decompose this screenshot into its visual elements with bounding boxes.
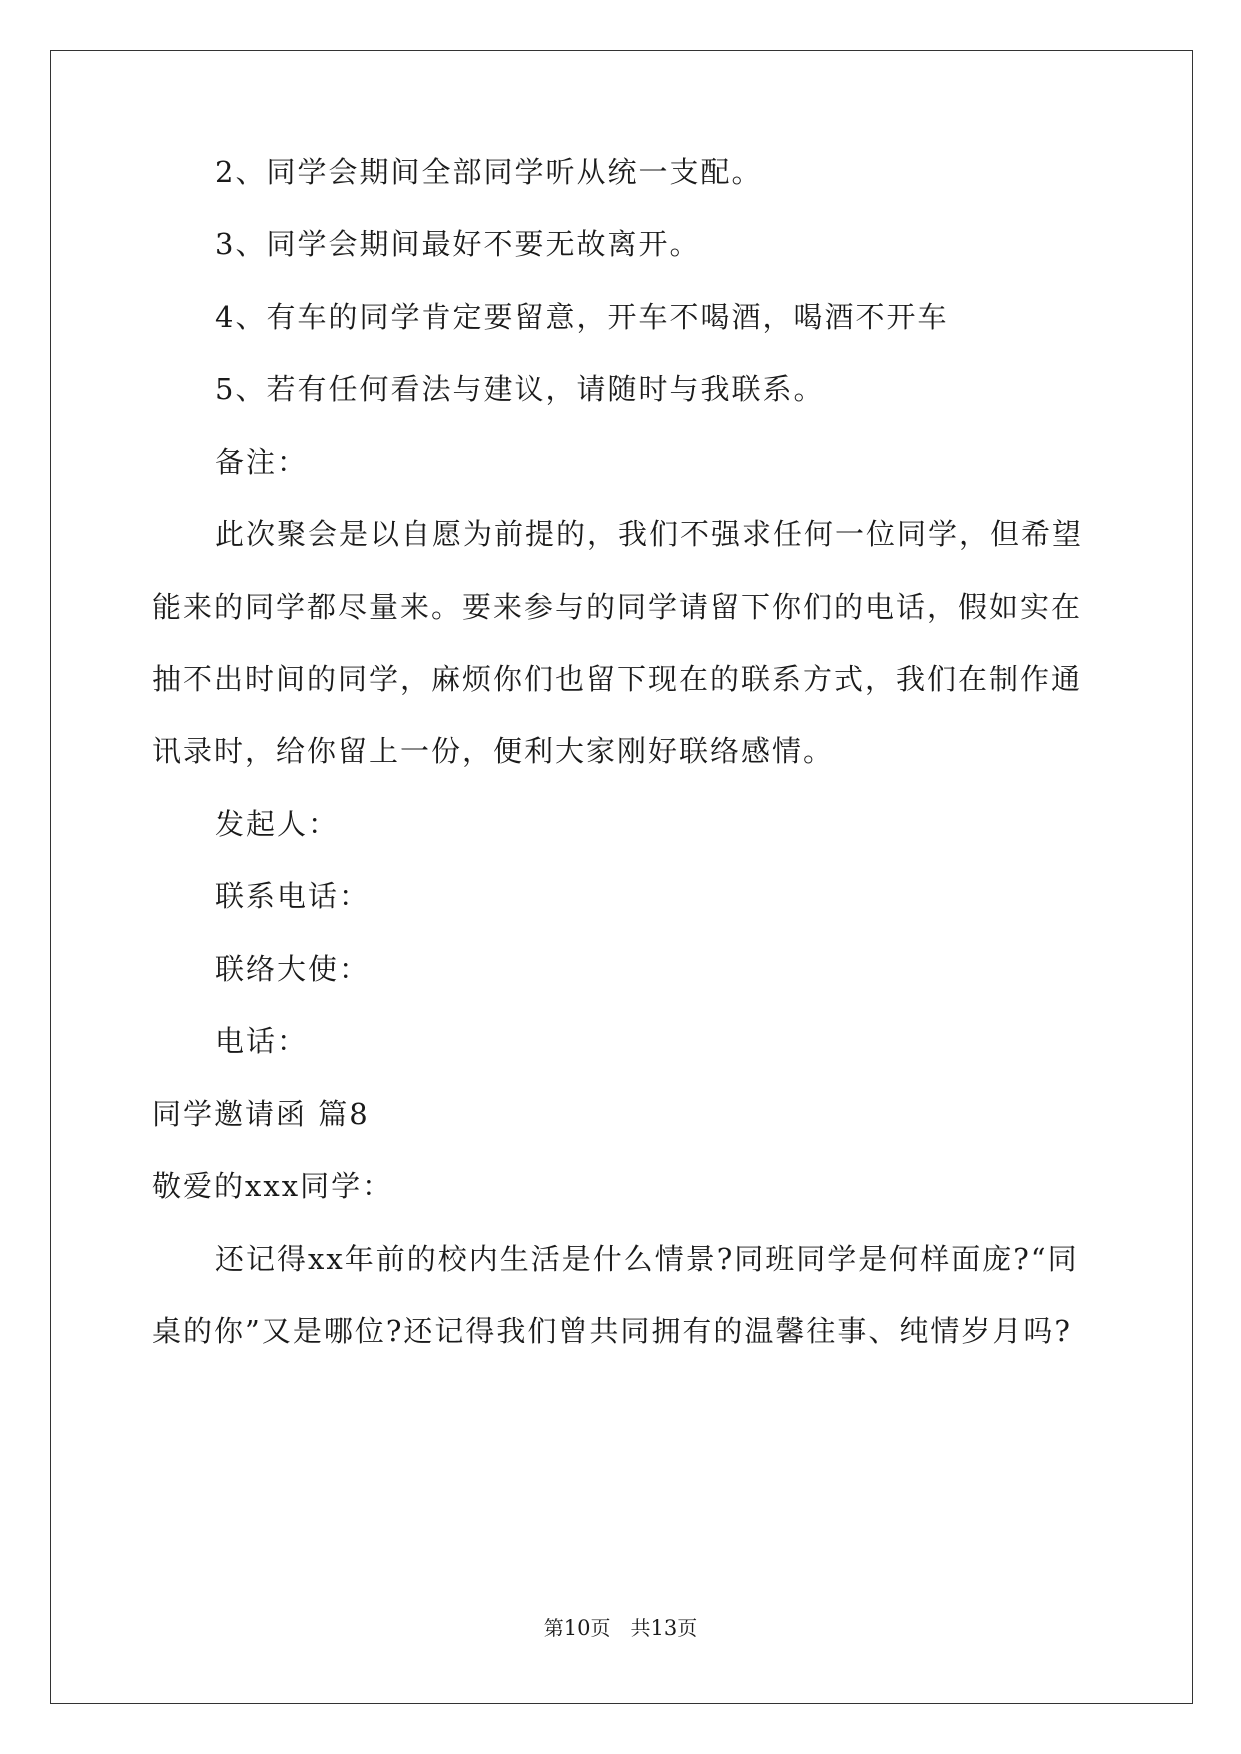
current-page-number: 10 (563, 1616, 591, 1640)
footer-suffix: 页 (677, 1616, 698, 1640)
list-item-5: 5、若有任何看法与建议，请随时与我联系。 (215, 372, 825, 406)
section-paragraph-line: 桌的你”又是哪位?还记得我们曾共同拥有的温馨往事、纯情岁月吗? (152, 1314, 1072, 1348)
remark-paragraph-line: 此次聚会是以自愿为前提的，我们不强求任何一位同学，但希望 (215, 517, 1084, 551)
remark-paragraph-line: 讯录时，给你留上一份，便利大家刚好联络感情。 (152, 734, 835, 768)
list-item-4: 4、有车的同学肯定要留意，开车不喝酒，喝酒不开车 (215, 300, 949, 334)
ambassador-label: 联络大使： (215, 952, 371, 986)
list-item-3: 3、同学会期间最好不要无故离开。 (215, 227, 701, 261)
remark-paragraph-line: 抽不出时间的同学，麻烦你们也留下现在的联系方式，我们在制作通 (152, 662, 1083, 696)
list-item-2: 2、同学会期间全部同学听从统一支配。 (215, 155, 763, 189)
salutation: 敬爱的xxx同学： (152, 1169, 394, 1203)
page-number-footer (0, 1614, 1241, 1642)
initiator-label: 发起人： (215, 807, 340, 841)
remark-paragraph-line: 能来的同学都尽量来。要来参与的同学请留下你们的电话，假如实在 (152, 590, 1083, 624)
footer-mid: 页 共 (590, 1616, 651, 1640)
footer-prefix: 第 (543, 1616, 564, 1640)
tel-label: 电话： (215, 1024, 309, 1058)
contact-phone-label: 联系电话： (215, 879, 371, 913)
section-paragraph-line: 还记得xx年前的校内生活是什么情景?同班同学是何样面庞?“同 (215, 1242, 1079, 1276)
total-page-number: 13 (650, 1616, 678, 1640)
section-title: 同学邀请函 篇8 (152, 1097, 370, 1131)
remark-label: 备注： (215, 445, 309, 479)
